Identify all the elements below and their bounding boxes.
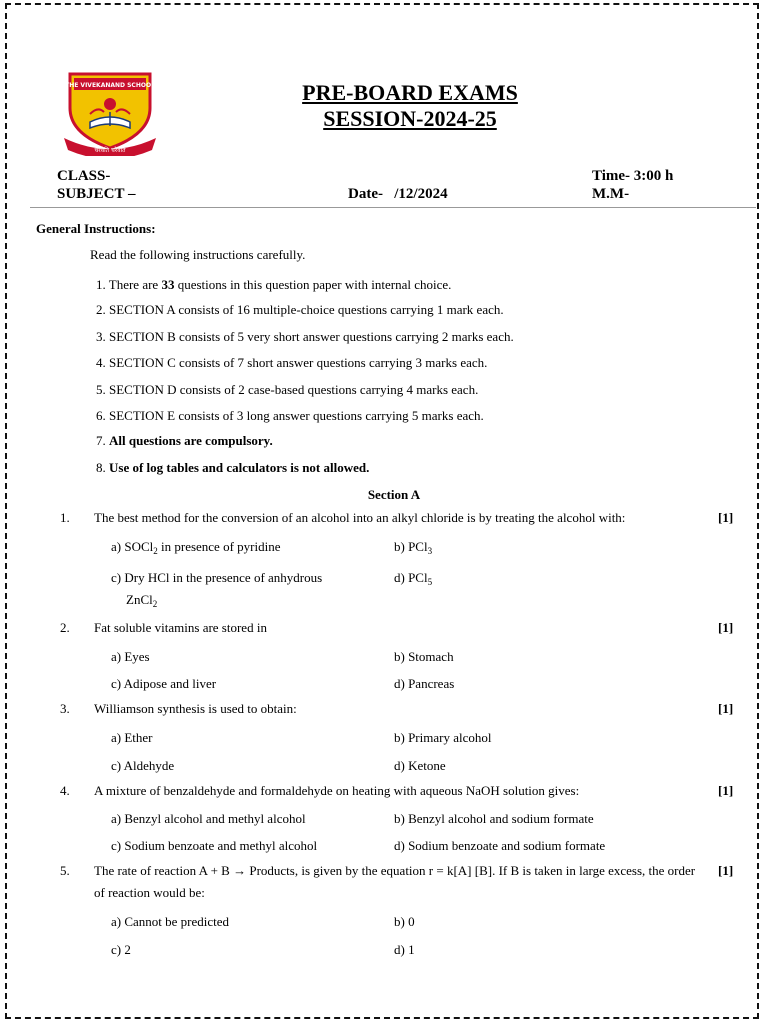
option-b: b) Benzyl alcohol and sodium formate — [394, 811, 594, 826]
logo-motto: चरैवेति चरैवेति — [94, 147, 126, 154]
question-text: Williamson synthesis is used to obtain: — [94, 701, 297, 716]
option-d: d) Pancreas — [394, 676, 455, 691]
class-label: CLASS- — [57, 168, 111, 184]
question-mark: [1] — [718, 863, 734, 878]
max-marks-label: M.M- — [592, 186, 630, 202]
option-d: d) Ketone — [394, 758, 446, 773]
option-a: a) SOCl$_2$ in presence of pyridine — [111, 539, 281, 556]
question-number: 4. — [60, 783, 70, 798]
option-d: d) 1 — [394, 942, 415, 957]
instruction-item: 4. SECTION C consists of 7 short answer questions carrying 3 marks each. — [96, 355, 488, 370]
option-c: c) 2 — [111, 942, 131, 957]
question-text: The best method for the conversion of an alcohol into an alkyl chloride is by treating the alcohol with: — [94, 510, 626, 525]
question-number: 2. — [60, 620, 70, 635]
instruction-item: 2. SECTION A consists of 16 multiple-choice questions carrying 1 mark each. — [96, 302, 504, 317]
option-d: d) Sodium benzoate and sodium formate — [394, 838, 606, 853]
instruction-item: 6. SECTION E consists of 3 long answer questions carrying 5 marks each. — [96, 408, 484, 423]
option-a: a) Benzyl alcohol and methyl alcohol — [111, 811, 306, 826]
date-label: Date- /12/2024 — [348, 186, 448, 202]
question-mark: [1] — [718, 510, 734, 525]
option-b: b) PCl$_3$ — [394, 539, 433, 556]
question-number: 3. — [60, 701, 70, 716]
school-logo — [60, 68, 160, 156]
instructions-intro: Read the following instructions carefully. — [90, 247, 306, 262]
option-c: c) Adipose and liver — [111, 676, 217, 691]
subject-label: SUBJECT – — [57, 186, 136, 202]
option-c: c) Sodium benzoate and methyl alcohol — [111, 838, 318, 853]
logo-text: THE VIVEKANAND SCHOOL — [65, 82, 155, 89]
instruction-item: 7. All questions are compulsory. — [96, 433, 273, 448]
option-a: a) Cannot be predicted — [111, 914, 230, 929]
instructions-heading: General Instructions: — [36, 221, 156, 236]
option-a: a) Ether — [111, 730, 153, 745]
question-mark: [1] — [718, 701, 734, 716]
option-c: c) Aldehyde — [111, 758, 175, 773]
instruction-item: 8. Use of log tables and calculators is not allowed. — [96, 460, 370, 475]
instruction-item: 1. There are 33 questions in this question paper with internal choice. — [96, 277, 452, 292]
option-b: b) Stomach — [394, 649, 454, 664]
session-title: SESSION-2024-25 — [323, 106, 497, 131]
header-divider — [30, 207, 756, 208]
option-c-continued: ZnCl$_2$ — [126, 592, 158, 609]
question-text: The rate of reaction A + B → Products, is given by the equation r = k[A] [B]. If B is taken in large excess, the order of reaction would be: — [94, 863, 696, 900]
exam-title: PRE-BOARD EXAMS — [302, 80, 518, 105]
section-title: Section A — [367, 487, 421, 502]
option-d: d) PCl$_5$ — [394, 570, 433, 587]
option-c: c) Dry HCl in the presence of anhydrous — [111, 570, 323, 585]
question-number: 1. — [60, 510, 70, 525]
question-mark: [1] — [718, 783, 734, 798]
instruction-item: 3. SECTION B consists of 5 very short answer questions carrying 2 marks each. — [96, 329, 514, 344]
option-b: b) 0 — [394, 914, 415, 929]
time-label: Time- 3:00 h — [592, 168, 674, 184]
question-text: A mixture of benzaldehyde and formaldehyde on heating with aqueous NaOH solution gives: — [94, 783, 580, 798]
option-b: b) Primary alcohol — [394, 730, 492, 745]
option-a: a) Eyes — [111, 649, 150, 664]
instruction-item: 5. SECTION D consists of 2 case-based questions carrying 4 marks each. — [96, 382, 479, 397]
question-number: 5. — [60, 863, 70, 878]
question-text: Fat soluble vitamins are stored in — [94, 620, 267, 635]
question-mark: [1] — [718, 620, 734, 635]
